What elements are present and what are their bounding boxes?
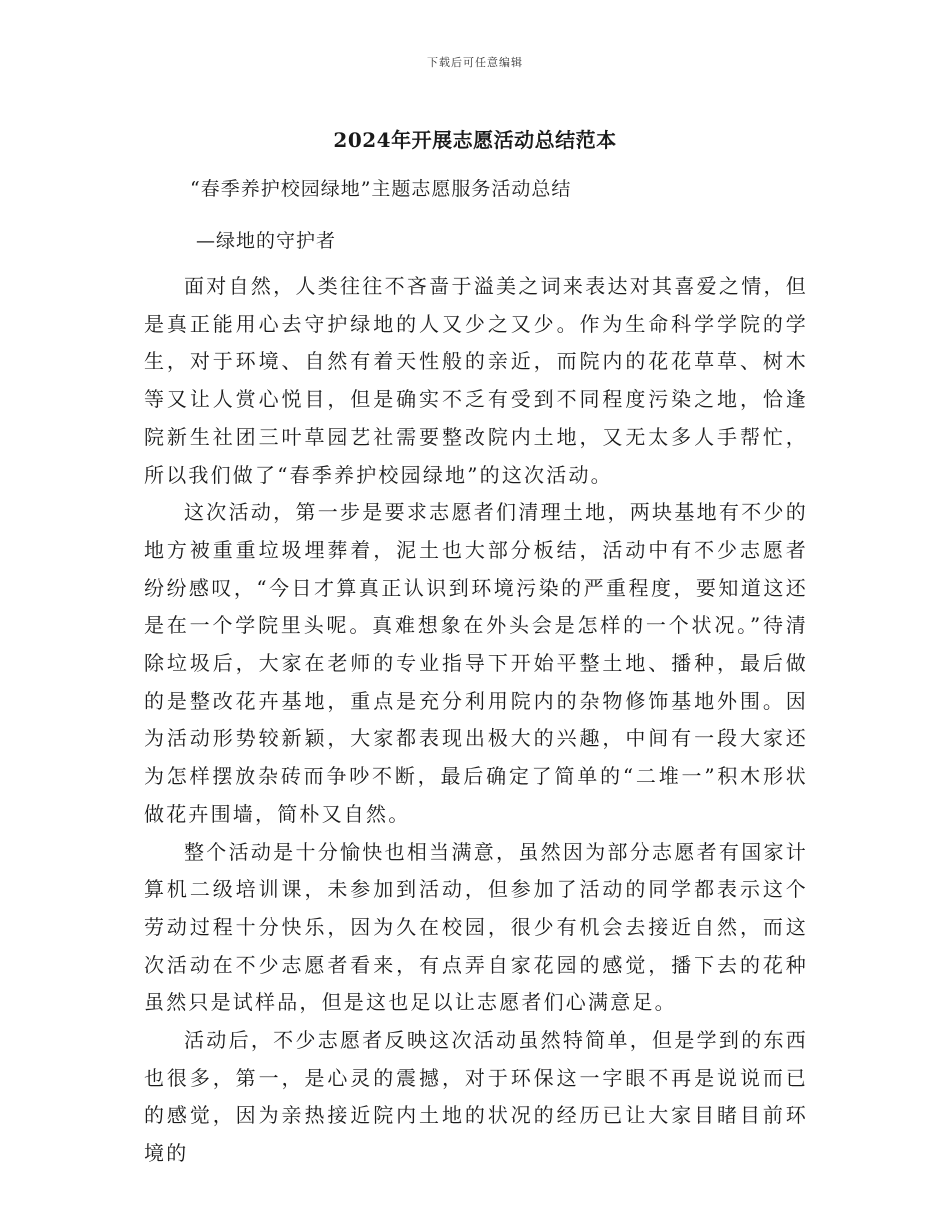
body-paragraph: 活动后，不少志愿者反映这次活动虽然特简单，但是学到的东西也很多，第一，是心灵的震撼，对于环保这一字眼不再是说说而已的感觉，因为亲热接近院内土地的状况的经历已让大家目睹目前环境的 <box>144 1028 808 1166</box>
document-body <box>144 268 808 1173</box>
body-paragraph: 整个活动是十分愉快也相当满意，虽然因为部分志愿者有国家计算机二级培训课，未参加到活动，但参加了活动的同学都表示这个劳动过程十分快乐，因为久在校园，很少有机会去接近自然，而这次活动在不少志愿者看来，有点弄自家花园的感觉，播下去的花种虽然只是试样品，但是这也足以让志愿者们心满意足。 <box>144 839 808 1015</box>
document-subtitle-secondary: —绿地的守护者 <box>196 230 337 252</box>
header-note: 下载后可任意编辑 <box>427 56 523 69</box>
body-paragraph: 面对自然，人类往往不吝啬于溢美之词来表达对其喜爱之情，但是真正能用心去守护绿地的人又少之又少。作为生命科学学院的学生，对于环境、自然有着天性般的亲近，而院内的花花草草、树木等又让人赏心悦目，但是确实不乏有受到不同程度污染之地，恰逢院新生社团三叶草园艺社需要整改院内土地，又无太多人手帮忙，所以我们做了“春季养护校园绿地”的这次活动。 <box>144 274 808 487</box>
document-subtitle: “春季养护校园绿地”主题志愿服务活动总结 <box>190 178 572 200</box>
document-title: 2024年开展志愿活动总结范本 <box>333 128 617 152</box>
body-paragraph: 这次活动，第一步是要求志愿者们清理土地，两块基地有不少的地方被重重垃圾埋葬着，泥土也大部分板结，活动中有不少志愿者纷纷感叹，“今日才算真正认识到环境污染的严重程度，要知道这还是在一个学院里头呢。真难想象在外头会是怎样的一个状况。”待清除垃圾后，大家在老师的专业指导下开始平整土地、播种，最后做的是整改花卉基地，重点是充分利用院内的杂物修饰基地外围。因为活动形势较新颖，大家都表现出极大的兴趣，中间有一段大家还为怎样摆放杂砖而争吵不断，最后确定了简单的“二堆一”积木形状做花卉围墙，简朴又自然。 <box>144 500 808 826</box>
